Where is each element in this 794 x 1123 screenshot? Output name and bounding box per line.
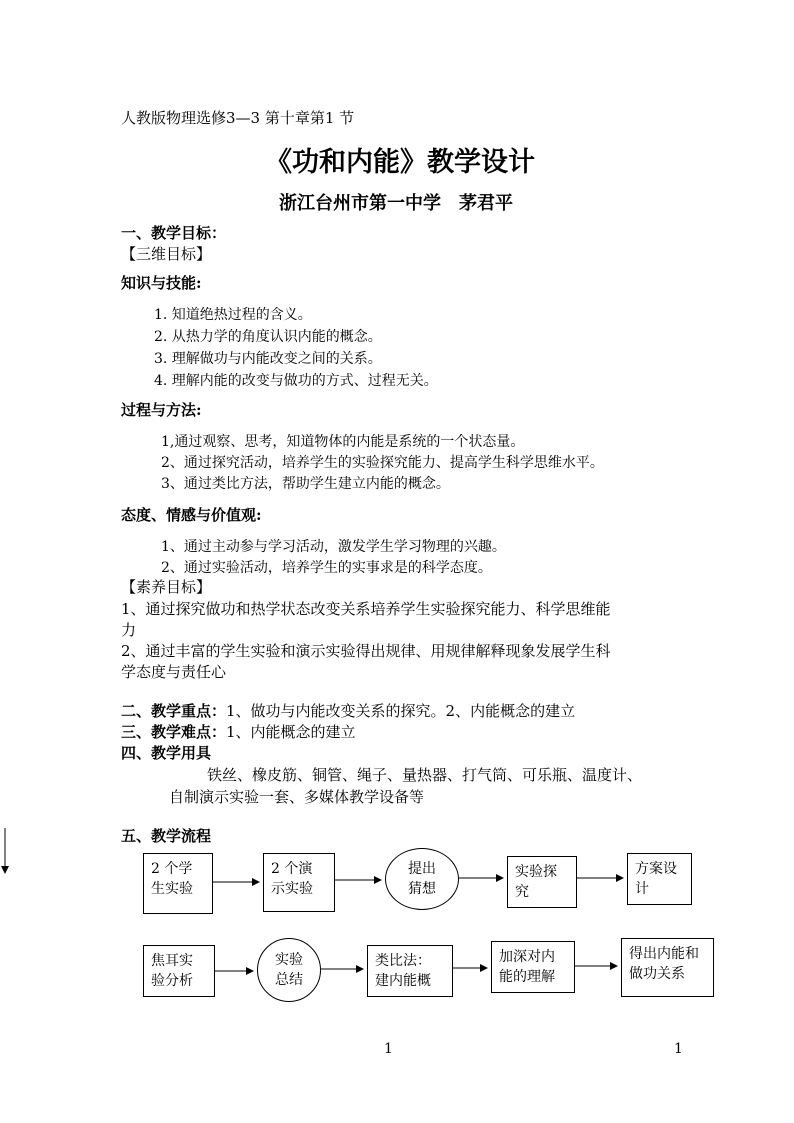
- section-1-heading: 一、教学目标：: [121, 224, 227, 242]
- flow-node-text: 得出内能和: [629, 946, 699, 962]
- flow-node-summary: [257, 938, 321, 1002]
- literacy-line: 学态度与责任心: [121, 663, 227, 681]
- section-3-heading: 三、教学难点：: [121, 723, 227, 741]
- flow-node-joule-analysis: [143, 945, 215, 997]
- literacy-line: 1、通过探究做功和热学状态改变关系培养学生实验探究能力、科学思维能: [121, 600, 611, 618]
- flow-node-text: 生实验: [151, 881, 193, 897]
- list-item: 2、通过实验活动，培养学生的实事求是的科学态度。: [161, 560, 492, 576]
- list-item: 2. 从热力学的角度认识内能的概念。: [154, 329, 382, 345]
- list-item: 1. 知道绝热过程的含义。: [154, 307, 312, 323]
- flow-node-demo-experiments: [263, 853, 335, 912]
- flow-node-plan-design: [627, 853, 692, 905]
- tag-literacy-goals: 【素养目标】: [121, 578, 212, 596]
- section-2-text: 1、做功与内能改变关系的探究。2、内能概念的建立: [226, 702, 576, 720]
- flow-node-deepen-understanding: [491, 941, 575, 993]
- flow-node-text: 焦耳实: [151, 953, 193, 969]
- flow-node-text: 建内能概: [375, 973, 431, 989]
- knowledge-heading: 知识与技能:: [121, 274, 202, 292]
- flow-node-text: 究: [515, 884, 529, 900]
- flow-node-text: 猜想: [408, 881, 436, 897]
- flow-node-text: 示实验: [271, 881, 313, 897]
- list-item: 1,通过观察、思考，知道物体的内能是系统的一个状态量。: [161, 434, 525, 450]
- section-5-heading: 五、教学流程: [121, 827, 212, 845]
- flow-node-student-experiments: [143, 853, 213, 914]
- flow-node-text: 实验探: [515, 864, 557, 880]
- flow-node-text: 加深对内: [499, 949, 555, 965]
- flow-node-text: 能的理解: [499, 969, 555, 985]
- flow-node-text: 总结: [275, 972, 303, 988]
- flow-node-text: 2 个演: [271, 861, 313, 877]
- flow-node-text: 类比法：: [375, 953, 431, 969]
- flow-node-text: 提出: [408, 861, 436, 877]
- flow-node-text: 2 个学: [151, 861, 193, 877]
- flow-node-text: 方案设: [635, 861, 677, 877]
- list-item: 3、通过类比方法，帮助学生建立内能的概念。: [161, 476, 450, 492]
- page-number-center: 1: [384, 1041, 393, 1057]
- flow-node-conclusion: [621, 938, 714, 997]
- page-number-right: 1: [674, 1041, 683, 1057]
- teaching-aids-line-2: 自制演示实验一套、多媒体教学设备等: [169, 788, 425, 806]
- section-4-heading: 四、教学用具: [121, 744, 212, 762]
- list-item: 1、通过主动参与学习活动，激发学生学习物理的兴趣。: [161, 539, 506, 555]
- flow-node-text: 计: [635, 881, 649, 897]
- tag-three-dimensional-goals: 【三维目标】: [121, 245, 212, 263]
- list-item: 3. 理解做功与内能改变之间的关系。: [154, 351, 382, 367]
- flow-node-hypothesis: [385, 848, 459, 910]
- header-subtitle: 人教版物理选修3—3 第十章第1 节: [121, 109, 355, 127]
- list-item: 4. 理解内能的改变与做功的方式、过程无关。: [154, 373, 438, 389]
- flow-node-text: 做功关系: [629, 966, 685, 982]
- attitude-heading: 态度、情感与价值观:: [121, 506, 262, 524]
- flow-node-text: 验分析: [151, 973, 193, 989]
- process-heading: 过程与方法:: [121, 401, 202, 419]
- author-line: 浙江台州市第一中学 茅君平: [279, 193, 513, 214]
- flow-node-experimental-inquiry: [507, 856, 577, 908]
- list-item: 2、通过探究活动，培养学生的实验探究能力、提高学生科学思维水平。: [161, 455, 604, 471]
- section-3-text: 1、内能概念的建立: [226, 723, 356, 741]
- literacy-line: 2、通过丰富的学生实验和演示实验得出规律、用规律解释现象发展学生科: [121, 642, 611, 660]
- literacy-line: 力: [121, 621, 137, 639]
- section-2-heading: 二、教学重点：: [121, 702, 227, 720]
- page-title: 《功和内能》教学设计: [265, 147, 535, 178]
- flow-node-text: 实验: [275, 952, 303, 968]
- flow-node-analogy: [367, 945, 453, 997]
- teaching-aids-line-1: 铁丝、橡皮筋、铜管、绳子、量热器、打气筒、可乐瓶、温度计、: [207, 766, 643, 784]
